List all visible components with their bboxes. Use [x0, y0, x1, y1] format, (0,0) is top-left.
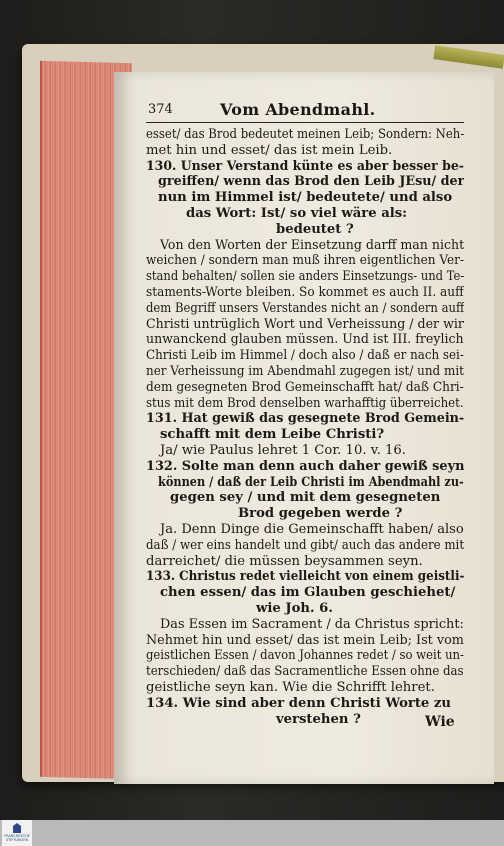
- text-line: Nehmet hin und esset/ das ist mein Leib; Ist vom: [146, 632, 464, 648]
- text-line: Von den Worten der Einsetzung darff man nicht: [160, 237, 464, 253]
- logo-icon: [13, 823, 21, 833]
- text-line: Christi untrüglich Wort und Verheissung / der wir: [146, 316, 464, 332]
- text-line: geistliche seyn kan. Wie die Schrifft lehret.: [146, 680, 435, 695]
- text-line: staments-Worte bleiben. So kommet es auch II. auff: [146, 285, 464, 300]
- question-line: 131. Hat gewiß das gesegnete Brod Gemein-: [146, 411, 464, 427]
- question-line: 130. Unser Verstand künte es aber besser be-: [146, 158, 464, 174]
- question-line: das Wort: Ist/ so viel wäre als:: [186, 206, 408, 221]
- text-line: geistlichen Essen / davon Johannes redet / so weit un-: [146, 648, 464, 664]
- question-line: greiffen/ wenn das Brod den Leib JEsu/ der: [158, 174, 464, 190]
- text-line: stus mit dem Brod denselben warhafftig überreichet.: [146, 395, 464, 411]
- text-line: terschieden/ daß das Sacramentliche Essen ohne das: [146, 664, 464, 680]
- text-line: met hin und esset/ das ist mein Leib.: [146, 142, 393, 158]
- question-line: Brod gegeben werde ?: [238, 506, 403, 522]
- text-line: esset/ das Brod bedeutet meinen Leib; Sondern: Neh-: [146, 127, 464, 142]
- catchword: Wie: [425, 714, 455, 730]
- running-title: Vom Abendmahl.: [220, 100, 376, 119]
- question-line: schafft mit dem Leibe Christi?: [160, 427, 385, 443]
- question-line: 133. Christus redet vielleicht von einem geistli-: [146, 569, 464, 585]
- institution-logo: [2, 820, 32, 846]
- text-line: stand behalten/ sollen sie anders Einsetzungs- und Te-: [146, 269, 464, 285]
- text-line: Christi Leib im Himmel / doch also / daß er nach sei-: [146, 348, 464, 364]
- text-line: dem gesegneten Brod Gemeinschafft hat/ daß Chri-: [146, 379, 464, 395]
- question-line: verstehen ?: [276, 711, 361, 727]
- text-line: daß / wer eins handelt und gibt/ auch das andere mit: [146, 537, 464, 553]
- text-line: Das Essen im Sacrament / da Christus spricht:: [160, 616, 464, 632]
- header-rule: [146, 122, 464, 123]
- question-line: gegen sey / und mit dem gesegneten: [170, 490, 441, 506]
- question-line: 132. Solte man denn auch daher gewiß seyn: [146, 458, 464, 474]
- text-line: ner Verheissung im Abendmahl zugegen ist/ und mit: [146, 364, 464, 379]
- text-line: darreichet/ die müssen beysammen seyn.: [146, 553, 423, 569]
- text-line: Ja/ wie Paulus lehret 1 Cor. 10. v. 16.: [160, 443, 406, 458]
- text-line: Ja. Denn Dinge die Gemeinschafft haben/ also: [160, 522, 464, 537]
- text-line: dem Begriff unsers Verstandes nicht an / sondern auff: [146, 300, 464, 316]
- question-line: 134. Wie sind aber denn Christi Worte zu: [146, 695, 451, 711]
- question-line: wie Joh. 6.: [256, 601, 333, 616]
- page-text: [146, 126, 464, 728]
- text-line: unwanckend glauben müssen. Und ist III. freylich: [146, 332, 464, 348]
- text-line: weichen / sondern man muß ihren eigentlichen Ver-: [146, 253, 464, 269]
- viewer-footer: [0, 820, 504, 846]
- question-line: bedeutet ?: [276, 221, 354, 237]
- logo-text: FRANCKESCHE STIFTUNGEN: [4, 834, 30, 842]
- page-number: 374: [148, 102, 173, 117]
- question-line: können / daß der Leib Christi im Abendmahl zu-: [158, 474, 464, 490]
- question-line: chen essen/ das im Glauben geschiehet/: [160, 585, 456, 601]
- question-line: nun im Himmel ist/ bedeutete/ und also: [158, 190, 453, 206]
- page-header: [148, 102, 468, 124]
